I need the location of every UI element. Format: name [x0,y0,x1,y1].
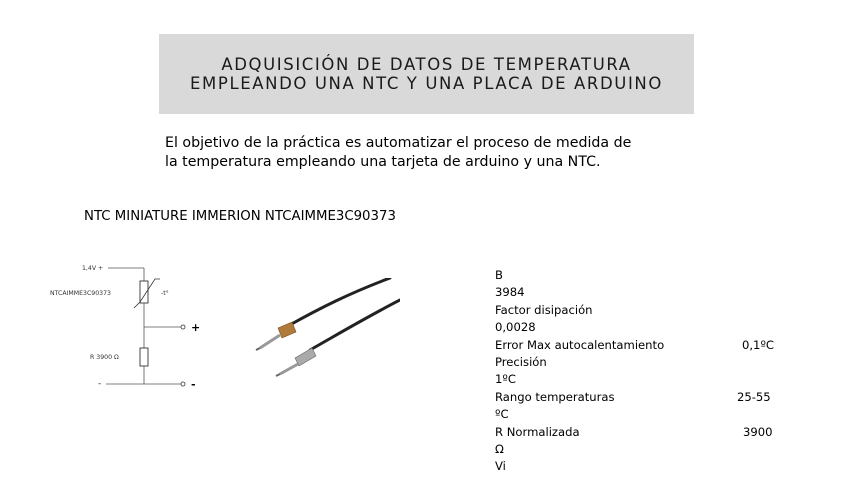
spec-range-label: Rango temperaturas [495,389,615,404]
spec-error-row [495,337,795,354]
minus-left: - [98,379,102,389]
ntc-probe-image [250,278,400,388]
spec-range-row [495,389,795,406]
objective-text [165,134,725,172]
supply-label: 1,4V + [82,265,104,272]
probe-tip-lower-end [276,374,280,376]
spec-precision-value: 1ºC [495,372,516,387]
probe-tip-upper [260,335,280,348]
spec-precision-label-row [495,354,795,371]
title-line-1: ADQUISICIÓN DE DATOS DE TEMPERATURA [221,55,632,74]
resistor-label: R 3900 Ω [90,354,119,361]
probe-steel-sleeve [295,348,316,366]
ntc-heading: NTC MINIATURE IMMERION NTCAIMME3C90373 [84,209,396,224]
spec-factor-label: Factor disipación [495,302,593,317]
plus-sign: + [191,321,201,334]
spec-b-label: B [495,268,503,282]
spec-range-unit-row [495,406,795,423]
objective-line-1: El objetivo de la práctica es automatizar el proceso de medida de [165,135,632,151]
ntc-label: NTCAIMME3C90373 [50,290,111,297]
output-terminal-minus [181,382,185,386]
spec-vi-row [495,458,795,475]
spec-error-value: 0,1ºC [742,337,774,352]
probe-tip-lower [280,364,298,374]
ntc-temp-label: -t° [161,290,169,297]
spec-b-value-row [495,284,795,301]
probe-tip-upper-end [256,348,260,350]
circuit-diagram [46,258,216,393]
spec-rnorm-value: 3900 [743,424,773,439]
spec-error-label: Error Max autocalentamiento [495,337,665,352]
output-terminal-plus [181,325,185,329]
probe-cable-upper [288,278,390,326]
spec-rnorm-row [495,424,795,441]
spec-b-label-row [495,267,795,284]
spec-factor-value: 0,0028 [495,320,536,335]
objective-line-2: la temperatura empleando una tarjeta de arduino y una NTC. [165,154,601,170]
ntc-diagonal [134,279,160,308]
spec-precision-label: Precisión [495,354,547,369]
spec-rnorm-unit-row [495,441,795,458]
spec-factor-value-row [495,319,795,336]
resistor-symbol [140,348,148,366]
spec-b-value: 3984 [495,285,525,300]
spec-range-value: 25-55 [737,389,771,404]
spec-range-unit: ºC [495,407,509,422]
title-line-2: EMPLEANDO UNA NTC Y UNA PLACA DE ARDUINO [190,74,663,93]
spec-list [495,267,795,476]
spec-precision-value-row [495,371,795,388]
spec-vi-label: Vi [495,459,506,474]
minus-right: - [191,378,196,391]
spec-factor-label-row [495,302,795,319]
title-box [159,34,694,114]
spec-rnorm-label: R Normalizada [495,424,580,439]
spec-rnorm-unit: Ω [495,441,504,456]
